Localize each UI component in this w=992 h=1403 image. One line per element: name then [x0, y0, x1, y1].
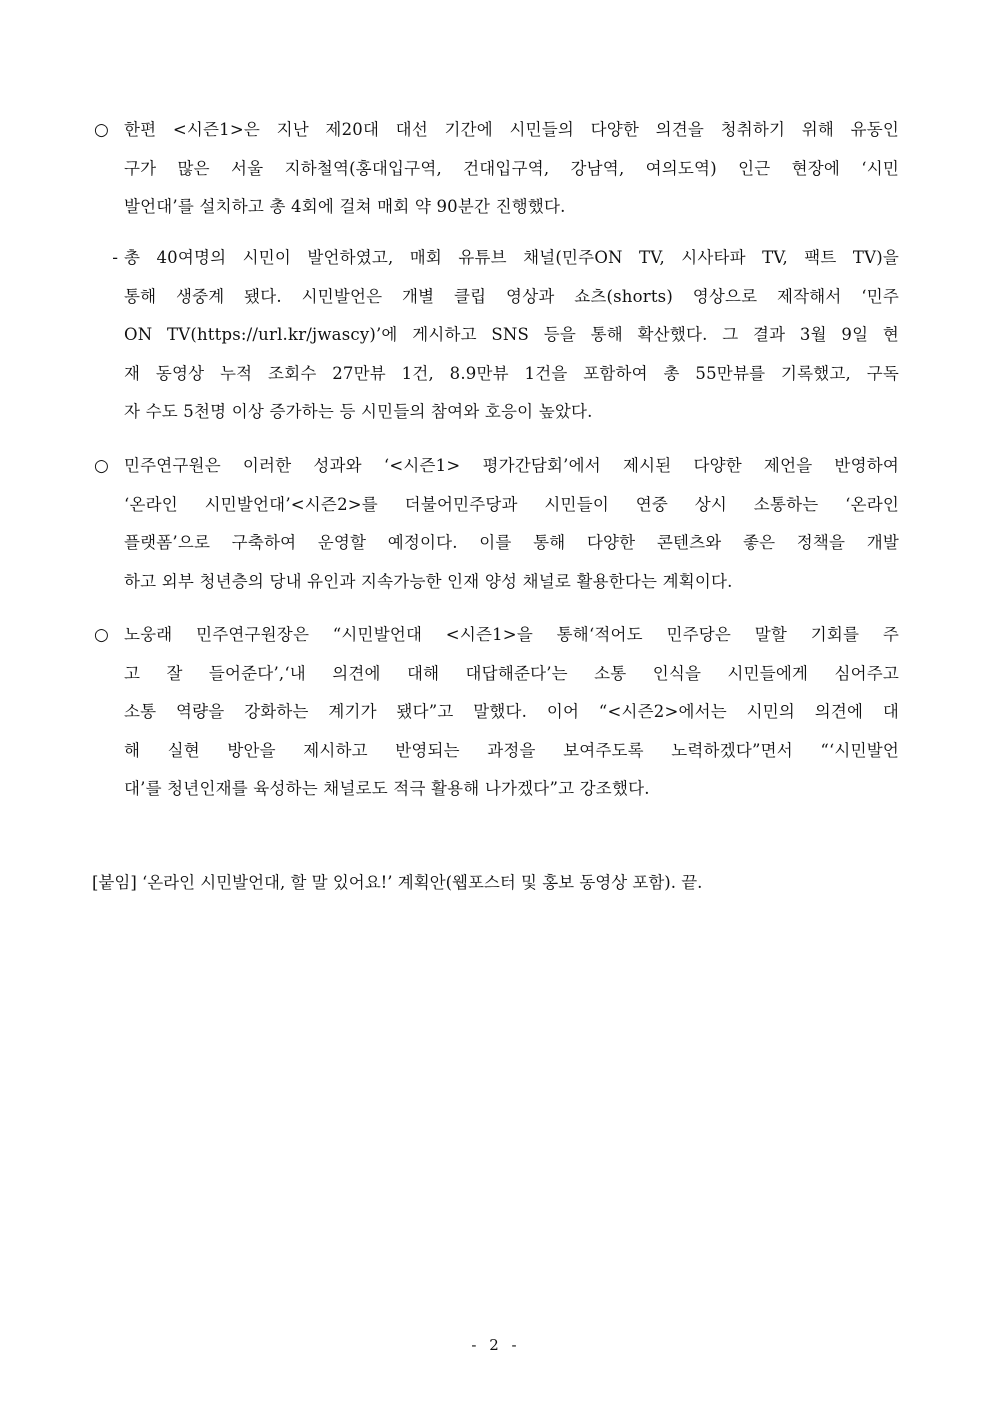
paragraph-text: [124, 616, 899, 809]
dash-bullet-icon: -: [112, 248, 118, 268]
paragraph-text: [124, 239, 899, 432]
circle-bullet-icon: ○: [94, 625, 109, 645]
text-line: 한편 <시즌1>은 지난 제20대 대선 기간에 시민들의 다양한 의견을 청취하기 위해 유동인: [124, 120, 899, 139]
circle-bullet-icon: ○: [94, 120, 109, 140]
text-line: 민주연구원은 이러한 성과와 ‘<시즌1> 평가간담회’에서 제시된 다양한 제언을 반영하여: [124, 456, 899, 475]
text-line: 총 40여명의 시민이 발언하였고, 매회 유튜브 채널(민주ON TV, 시사타파 TV, 팩트 TV)을: [124, 248, 899, 267]
text-line: 구가 많은 서울 지하철역(홍대입구역, 건대입구역, 강남역, 여의도역) 인근 현장에 ‘시민: [124, 158, 899, 178]
paragraph-text: [124, 447, 899, 601]
circle-bullet-icon: ○: [94, 456, 109, 476]
text-line: 대’를 청년인재를 육성하는 채널로도 적극 활용해 나가겠다”고 강조했다.: [124, 779, 650, 798]
text-line: 해 실현 방안을 제시하고 반영되는 과정을 보여주도록 노력하겠다”면서 “‘시민발언: [124, 740, 899, 760]
text-line: ‘온라인 시민발언대’<시즌2>를 더불어민주당과 시민들이 연중 상시 소통하는 ‘온라인: [124, 494, 899, 514]
text-line: 노웅래 민주연구원장은 “시민발언대 <시즌1>을 통해‘적어도 민주당은 말할 기회를 주: [124, 625, 899, 644]
page-number: - 2 -: [471, 1336, 521, 1354]
paragraph-2: [94, 239, 899, 432]
text-line: 재 동영상 누적 조회수 27만뷰 1건, 8.9만뷰 1건을 포함하여 총 55만뷰를 기록했고, 구독: [124, 363, 899, 383]
paragraph-4: [94, 616, 899, 809]
text-line: 플랫폼’으로 구축하여 운영할 예정이다. 이를 통해 다양한 콘텐츠와 좋은 정책을 개발: [124, 533, 899, 552]
text-line: 하고 외부 청년층의 당내 유인과 지속가능한 인재 양성 채널로 활용한다는 계획이다.: [124, 571, 733, 591]
attachment-note: [붙임] ‘온라인 시민발언대, 할 말 있어요!’ 계획안(웹포스터 및 홍보 동영상 포함). 끝.: [92, 873, 703, 892]
text-line: 소통 역량을 강화하는 계기가 됐다”고 말했다. 이어 “<시즌2>에서는 시민의 의견에 대: [124, 702, 899, 721]
text-line: 통해 생중계 됐다. 시민발언은 개별 클립 영상과 쇼츠(shorts) 영상으로 제작해서 ‘민주: [124, 286, 899, 306]
paragraph-text: [124, 111, 899, 227]
text-line: ON TV(https://url.kr/jwascy)’에 게시하고 SNS 등을 통해 확산했다. 그 결과 3월 9일 현: [124, 325, 899, 344]
text-line: 고 잘 들어준다’,‘내 의견에 대해 대답해준다’는 소통 인식을 시민들에게 심어주고: [124, 663, 899, 683]
paragraph-1: [94, 111, 899, 227]
text-line: 자 수도 5천명 이상 증가하는 등 시민들의 참여와 호응이 높았다.: [124, 402, 593, 421]
text-line: 발언대’를 설치하고 총 4회에 걸쳐 매회 약 90분간 진행했다.: [124, 197, 566, 216]
paragraph-3: [94, 447, 899, 601]
